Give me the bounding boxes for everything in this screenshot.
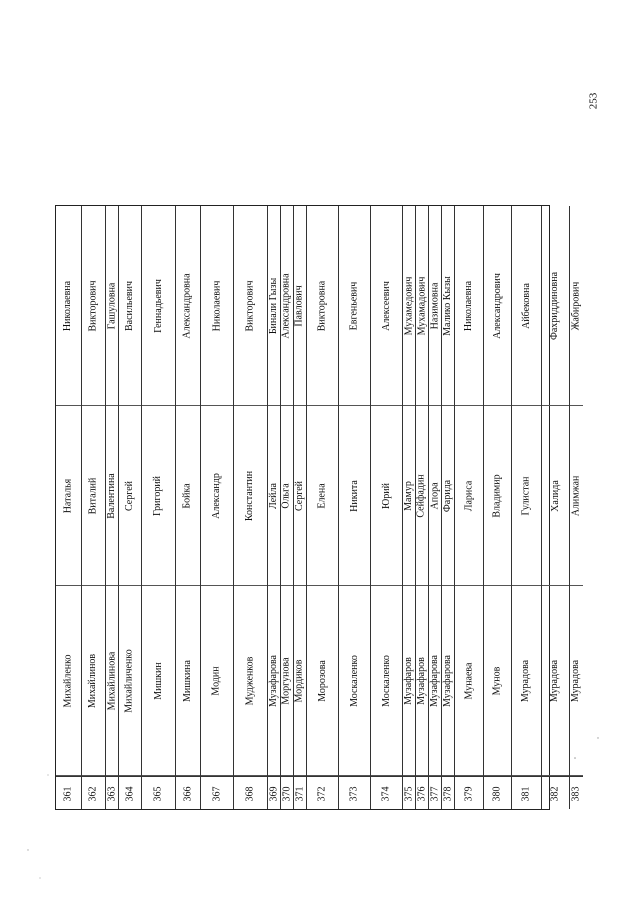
patronymic-cell xyxy=(268,206,280,406)
patronymic-cell-text: Николаевна xyxy=(62,280,74,331)
first-name-cell xyxy=(371,406,402,586)
first-name-cell xyxy=(119,406,141,586)
row-number-cell-text: 368 xyxy=(244,786,256,801)
last-name-cell-text: Мурадова xyxy=(570,659,582,702)
row-number-cell-text: 374 xyxy=(380,786,392,801)
last-name-cell xyxy=(484,586,511,776)
row-number-cell xyxy=(82,776,105,810)
last-name-cell xyxy=(281,586,293,776)
first-name-cell xyxy=(201,406,233,586)
first-name-cell-text: Сергей xyxy=(294,480,305,511)
last-name-cell xyxy=(371,586,402,776)
first-name-cell xyxy=(429,406,441,586)
last-name-cell xyxy=(119,586,141,776)
table-row xyxy=(234,206,268,809)
patronymic-cell-text: Айбековна xyxy=(520,282,532,329)
first-name-cell-text: Лейла xyxy=(268,482,279,509)
patronymic-cell-text: Алексеевич xyxy=(380,280,392,331)
row-number-cell xyxy=(307,776,338,810)
row-number-cell xyxy=(371,776,402,810)
first-name-cell xyxy=(281,406,293,586)
patronymic-cell-text: Мухамадович xyxy=(416,276,427,335)
last-name-cell xyxy=(294,586,306,776)
patronymic-cell-text: Назимовна xyxy=(429,282,440,329)
last-name-cell-text: Михайлинов xyxy=(87,653,99,708)
last-name-cell-text: Музафарова xyxy=(268,654,280,707)
patronymic-cell-text: Бинали Гызы xyxy=(268,277,280,334)
table-row xyxy=(201,206,234,809)
last-name-cell-text: Москаленко xyxy=(380,654,392,707)
row-number-cell-text: 375 xyxy=(403,786,414,801)
row-number-cell-text: 377 xyxy=(429,786,440,801)
first-name-cell xyxy=(234,406,267,586)
last-name-cell-text: Музафаров xyxy=(403,656,415,705)
first-name-cell-text: Наталья xyxy=(62,478,74,513)
patronymic-cell-text: Александровна xyxy=(281,272,292,339)
last-name-cell-text: Морозова xyxy=(316,659,328,702)
patronymic-cell xyxy=(455,206,483,406)
patronymic-cell xyxy=(403,206,415,406)
row-number-cell xyxy=(416,776,428,810)
row-number-cell xyxy=(106,776,118,810)
patronymic-cell xyxy=(570,206,583,406)
first-name-cell xyxy=(442,406,454,586)
patronymic-cell-text: Павлович xyxy=(294,284,305,327)
row-number-cell-text: 364 xyxy=(124,786,135,801)
first-name-cell-text: Халида xyxy=(549,479,561,512)
patronymic-cell-text: Жабирович xyxy=(570,281,582,330)
first-name-cell-text: Григорий xyxy=(152,475,164,516)
patronymic-cell xyxy=(281,206,293,406)
first-name-cell xyxy=(176,406,200,586)
row-number-cell-text: 371 xyxy=(294,786,305,801)
first-name-cell xyxy=(56,406,81,586)
first-name-cell-text: Апора xyxy=(429,481,441,510)
last-name-cell xyxy=(570,586,583,776)
first-name-cell-text: Ольга xyxy=(281,482,292,509)
row-number-cell-text: 361 xyxy=(62,786,74,801)
patronymic-cell xyxy=(176,206,200,406)
patronymic-cell-text: Малико Кызы xyxy=(442,275,454,336)
patronymic-cell xyxy=(484,206,511,406)
last-name-cell xyxy=(512,586,541,776)
patronymic-cell xyxy=(106,206,118,406)
last-name-cell-text: Мунаева xyxy=(463,662,474,699)
row-number-cell xyxy=(201,776,233,810)
last-name-cell xyxy=(56,586,81,776)
last-name-cell-text: Музафарова xyxy=(429,654,441,707)
last-name-cell-text: Модин xyxy=(211,665,222,696)
first-name-cell-text: Бойка xyxy=(182,482,193,509)
table-row xyxy=(119,206,142,809)
row-number-cell-text: 381 xyxy=(520,786,532,801)
table-row xyxy=(56,206,82,809)
last-name-cell-text: Мурадова xyxy=(549,659,561,702)
table-row xyxy=(542,206,570,809)
last-name-cell-text: Мордиков xyxy=(294,658,305,703)
table-row xyxy=(294,206,307,809)
last-name-cell-text: Мишкина xyxy=(182,659,194,702)
last-name-cell-text: Москаленко xyxy=(348,654,360,707)
last-name-cell xyxy=(542,586,569,776)
first-name-cell-text: Гулистан xyxy=(520,475,532,516)
last-name-cell-text: Музафарова xyxy=(442,654,454,707)
patronymic-cell xyxy=(339,206,370,406)
page-number xyxy=(583,88,603,114)
first-name-cell-text: Константин xyxy=(244,470,256,521)
last-name-cell xyxy=(142,586,175,776)
patronymic-cell xyxy=(82,206,105,406)
table-row xyxy=(106,206,119,809)
patronymic-cell-text: Николаевич xyxy=(211,280,223,331)
patronymic-cell xyxy=(416,206,428,406)
row-number-cell xyxy=(56,776,81,810)
last-name-cell-text: Мишкин xyxy=(152,661,164,700)
patronymic-cell-text: Фахриддиновна xyxy=(549,271,561,340)
first-name-cell-text: Алимжан xyxy=(570,475,582,516)
first-name-cell xyxy=(307,406,338,586)
row-number-cell xyxy=(429,776,441,810)
table-row xyxy=(82,206,106,809)
first-name-cell xyxy=(268,406,280,586)
row-number-cell xyxy=(268,776,280,810)
last-name-cell-text: Мунов xyxy=(491,666,503,695)
row-number-cell-text: 383 xyxy=(570,786,582,801)
row-number-cell-text: 366 xyxy=(182,786,193,801)
table-row xyxy=(142,206,176,809)
first-name-cell xyxy=(484,406,511,586)
row-number-cell xyxy=(234,776,267,810)
table-row xyxy=(455,206,484,809)
patronymic-cell-text: Гашуловна xyxy=(106,282,118,329)
patronymic-cell-text: Геннадьевич xyxy=(152,278,164,333)
patronymic-cell-text: Александрович xyxy=(491,272,503,339)
patronymic-cell-text: Викторович xyxy=(87,279,99,332)
patronymic-cell-text: Викторовна xyxy=(316,280,328,331)
row-number-cell xyxy=(484,776,511,810)
row-number-cell xyxy=(294,776,306,810)
row-number-cell-text: 378 xyxy=(442,786,453,801)
row-number-cell-text: 373 xyxy=(348,786,360,801)
table-row xyxy=(281,206,294,809)
table-row xyxy=(416,206,429,809)
patronymic-cell xyxy=(371,206,402,406)
names-table xyxy=(55,205,582,810)
row-number-cell xyxy=(176,776,200,810)
patronymic-cell xyxy=(234,206,267,406)
row-number-cell-text: 365 xyxy=(152,786,164,801)
patronymic-cell xyxy=(142,206,175,406)
last-name-cell xyxy=(106,586,118,776)
last-name-cell xyxy=(234,586,267,776)
last-name-cell xyxy=(455,586,483,776)
table-row xyxy=(307,206,339,809)
first-name-cell xyxy=(542,406,569,586)
row-number-cell-text: 367 xyxy=(211,786,222,801)
first-name-cell xyxy=(416,406,428,586)
patronymic-cell-text: Николаевна xyxy=(463,280,475,331)
first-name-cell xyxy=(82,406,105,586)
table-row xyxy=(429,206,442,809)
patronymic-cell xyxy=(307,206,338,406)
row-number-cell-text: 379 xyxy=(463,786,474,801)
first-name-cell-text: Виталий xyxy=(87,477,99,514)
row-number-cell-text: 376 xyxy=(416,786,427,801)
table-row xyxy=(339,206,371,809)
row-number-cell-text: 362 xyxy=(87,786,99,801)
row-number-cell xyxy=(142,776,175,810)
patronymic-cell xyxy=(119,206,141,406)
first-name-cell xyxy=(512,406,541,586)
table-row xyxy=(512,206,542,809)
last-name-cell xyxy=(416,586,428,776)
first-name-cell-text: Владимир xyxy=(491,473,503,518)
patronymic-cell-text: Евгеньевич xyxy=(348,281,360,330)
first-name-cell xyxy=(106,406,118,586)
first-name-cell xyxy=(403,406,415,586)
row-number-cell xyxy=(455,776,483,810)
last-name-cell-text: Михайленко xyxy=(62,653,74,708)
last-name-cell xyxy=(339,586,370,776)
table-row xyxy=(442,206,455,809)
table-row xyxy=(371,206,403,809)
patronymic-cell xyxy=(542,206,569,406)
last-name-cell xyxy=(82,586,105,776)
row-number-cell-text: 363 xyxy=(106,786,117,801)
row-number-cell xyxy=(570,776,583,810)
first-name-cell-text: Валентина xyxy=(106,472,117,519)
patronymic-cell xyxy=(201,206,233,406)
last-name-cell xyxy=(403,586,415,776)
last-name-cell xyxy=(307,586,338,776)
patronymic-cell xyxy=(442,206,454,406)
patronymic-cell xyxy=(512,206,541,406)
first-name-cell-text: Лариса xyxy=(463,480,475,511)
first-name-cell xyxy=(142,406,175,586)
patronymic-cell-text: Мухамедович xyxy=(403,276,414,335)
table-row xyxy=(403,206,416,809)
row-number-cell-text: 370 xyxy=(281,786,292,801)
last-name-cell xyxy=(201,586,233,776)
row-number-cell xyxy=(119,776,141,810)
last-name-cell xyxy=(442,586,454,776)
last-name-cell xyxy=(429,586,441,776)
row-number-cell-text: 380 xyxy=(491,786,503,801)
first-name-cell xyxy=(570,406,583,586)
first-name-cell-text: Александр xyxy=(211,472,223,519)
first-name-cell-text: Никита xyxy=(348,479,360,512)
last-name-cell-text: Мурадова xyxy=(520,659,532,702)
last-name-cell-text: Михайлинова xyxy=(106,651,117,710)
table-row xyxy=(484,206,512,809)
first-name-cell xyxy=(294,406,306,586)
patronymic-cell xyxy=(294,206,306,406)
table-row xyxy=(268,206,281,809)
row-number-cell xyxy=(339,776,370,810)
row-number-cell xyxy=(512,776,541,810)
patronymic-cell-text: Александровна xyxy=(182,272,193,339)
patronymic-cell-text: Викторович xyxy=(244,279,256,332)
first-name-cell-text: Елена xyxy=(316,482,328,509)
first-name-cell xyxy=(339,406,370,586)
row-number-cell-text: 382 xyxy=(549,786,561,801)
last-name-cell-text: Мудженков xyxy=(244,656,256,705)
first-name-cell-text: Юрий xyxy=(380,482,392,509)
row-number-cell xyxy=(281,776,293,810)
patronymic-cell xyxy=(56,206,81,406)
table-row xyxy=(570,206,583,809)
row-number-cell xyxy=(403,776,415,810)
last-name-cell-text: Михайличенко xyxy=(124,648,136,713)
patronymic-cell xyxy=(429,206,441,406)
page-number-text: 253 xyxy=(587,92,599,110)
first-name-cell-text: Фарида xyxy=(442,479,453,512)
last-name-cell xyxy=(268,586,280,776)
first-name-cell-text: Сейфадин xyxy=(416,473,428,518)
last-name-cell xyxy=(176,586,200,776)
table-row xyxy=(176,206,201,809)
row-number-cell xyxy=(442,776,454,810)
first-name-cell-text: Мамур xyxy=(403,480,415,511)
last-name-cell-text: Моргунова xyxy=(281,656,292,705)
row-number-cell-text: 369 xyxy=(268,786,279,801)
row-number-cell-text: 372 xyxy=(316,786,328,801)
last-name-cell-text: Музафаров xyxy=(416,656,428,705)
patronymic-cell-text: Васильевич xyxy=(124,280,135,331)
row-number-cell xyxy=(542,776,569,810)
first-name-cell xyxy=(455,406,483,586)
first-name-cell-text: Сергей xyxy=(124,480,135,511)
